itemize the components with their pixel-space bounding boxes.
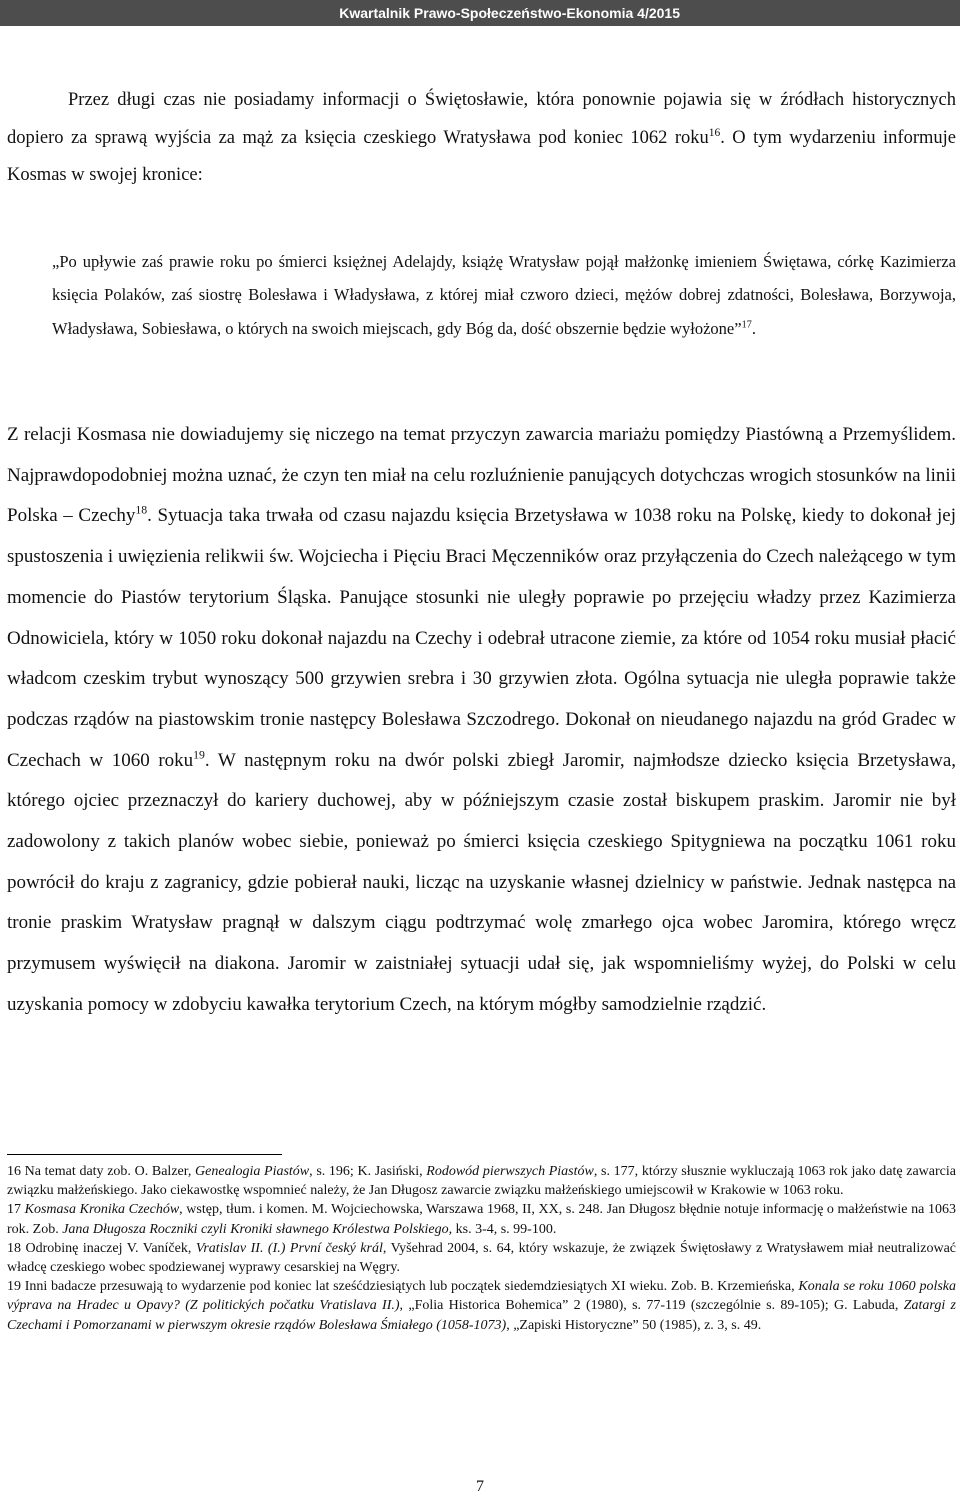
footnote-title: Konala se roku 1060 polska výprava na Hradec u Opavy? (Z politických počatku Vratislava II.) [7,1279,956,1314]
footnotes [7,1162,956,1335]
footnote-number: 17 [7,1202,21,1218]
footnote-title: Zatargi z Czechami i Pomorzanami w pierwszym okresie rządów Bolesława Śmiałego (1058-1073) [7,1298,956,1333]
footnote-17 [7,1200,956,1238]
page-number: 7 [476,1478,484,1495]
footnote-ref-19[interactable]: 19 [193,748,205,762]
paragraph-main-part3: . W następnym roku na dwór polski zbiegł Jaromir, najmłodsze dziecko księcia Brzetysława, którego ojciec przeznaczył do kariery duchowej, aby w późniejszym czasie został biskupem praskim. Jaromir nie był zadowolony z takich planów wobec siebie, ponieważ po śmierci księcia czeskiego Spitygniewa na początku 1061 roku powrócił do kraju z zagranicy, gdzie pobierał nauki, licząc na uzyskanie własnej dzielnicy w państwie. Jednak następca na tronie praskim Wratysław pragnął w dalszym ciągu podtrzymać wolę zmarłego ojca wobec Jaromira, którego wręcz przymusem wyświęcił na diakona. Jaromir w zaistniałej sytuacji udał się, jak wspomnieliśmy wyżej, do Polski w celu uzyskania pomocy w zdobyciu kawałka terytorium Czech, na którym mógłby samodzielnie rządzić. [7,749,957,1015]
paragraph-intro-tail: . O tym wydarzeniu informuje Kosmas w swojej kronice: [7,127,956,185]
footnote-ref-18[interactable]: 18 [135,504,148,518]
footnote-number: 16 [7,1164,21,1179]
quote-text: „Po upływie zaś prawie roku po śmierci księżnej Adelajdy, książę Wratysław pojął małżonkę imieniem Świętawa, córkę Kazimierza księcia Polaków, zaś siostrę Bolesława i Władysława, z której miał czworo dzieci, mężów dobrej zdatności, Bolesława, Borzywoja, Władysława, Sobiesława, o których na swoich miejscach, gdy Bóg da, dość obszernie będzie wyłożone” [52,252,956,338]
footnote-title: Kosmasa Kronika Czechów [24,1202,180,1218]
footnote-divider [7,1154,282,1155]
footnote-title: Rodowód pierwszych Piastów [426,1164,594,1179]
footnote-ref-16[interactable]: 16 [708,126,721,139]
footnote-title: Jana Długosza Roczniki czyli Kroniki sławnego Królestwa Polskiego, [62,1221,453,1237]
footnote-text: , s. 177, którzy słusznie wykluczają 1063 rok jako datę zawarcia związku małżeńskiego. Jako ciekawostkę wspomnieć należy, że Jan Długosz zawarcie związku małżeńskiego umiejscowił w Krakowie w 1063 roku. [7,1164,956,1199]
footnote-text: , s. 196; K. Jasiński, [309,1164,427,1179]
paragraph-intro [7,82,956,195]
footnote-text: , „Zapiski Historyczne” 50 (1985), z. 3, s. 49. [506,1317,762,1333]
footnote-text: Na temat daty zob. O. Balzer, [21,1164,196,1179]
footnote-text: , „Folia Historica Bohemica” 2 (1980), s. 77-119 (szczególnie s. 89-105); G. Labuda, [399,1298,904,1314]
footnote-text: Inni badacze przesuwają to wydarzenie pod koniec lat sześćdziesiątych lub początek siedemdziesiątych XI wieku. Zob. B. Krzemieńska, [21,1279,799,1295]
footnote-number: 19 [7,1279,21,1295]
footnote-text: Odrobinę inaczej V. Vaníček, [21,1240,196,1256]
paragraph-main-part2: . Sytuacja taka trwała od czasu najazdu księcia Brzetysława w 1038 roku na Polskę, kiedy to dokonał jej spustoszenia i uwięzienia relikwii św. Wojciecha i Pięciu Braci Męczenników oraz przyłączenia do Czech należącego w tym momencie do Piastów terytorium Śląska. Panujące stosunki nie uległy poprawie po przejęciu władzy przez Kazimierza Odnowiciela, który w 1050 roku dokonał najazdu na Czechy i odebrał utracone ziemie, za które od 1054 roku musiał płacić władcom czeskim trybut wynoszący 500 grzywien srebra i 30 grzywien złota. Ogólna sytuacja nie uległa poprawie także podczas rządów na piastowskim tronie następcy Bolesława Szczodrego. Dokonał on nieudanego najazdu na gród Gradec w Czechach w 1060 roku [7,505,956,771]
footnote-16 [7,1162,956,1200]
kosmas-quote [52,245,956,345]
footnote-text: ks. 3-4, s. 99-100. [452,1221,557,1237]
footnote-text: , Vyšehrad 2004, s. 64, który wskazuje, że związek Świętosławy z Wratysławem miał neutralizować władcę czeskiego wobec spodziewanej wyprawy cesarskiej na Węgry. [7,1240,957,1276]
quote-tail: . [751,318,756,338]
footnote-19 [7,1277,956,1335]
journal-header [0,0,960,26]
footnote-ref-17[interactable]: 17 [741,319,752,331]
paragraph-main-part1: Z relacji Kosmasa nie dowiadujemy się niczego na temat przyczyn zawarcia mariażu pomiędzy Piastówną a Przemyślidem. Najprawdopodobniej można uznać, że czyn ten miał na celu rozluźnienie panujących dotychczas wrogich stosunków na linii Polska – Czechy [7,424,956,527]
paragraph-intro-text: Przez długi czas nie posiadamy informacji o Świętosławie, która ponownie pojawia się w źródłach historycznych dopiero za sprawą wyjścia za mąż za księcia czeskiego Wratysława pod koniec 1062 roku [7,90,956,148]
paragraph-main [7,415,956,1026]
journal-title: Kwartalnik Prawo-Społeczeństwo-Ekonomia 4/2015 [339,5,680,21]
footnote-number: 18 [7,1240,21,1256]
footnote-18 [7,1239,956,1277]
footnote-title: Vratislav II. (I.) První český král [195,1240,383,1256]
footnote-title: Genealogia Piastów [195,1164,310,1179]
footnote-text: , wstęp, tłum. i komen. M. Wojciechowska, Warszawa 1968, II, XX, s. 248. Jan Długosz błędnie notuje informację o małżeństwie na 1063 rok. Zob. [7,1202,956,1237]
